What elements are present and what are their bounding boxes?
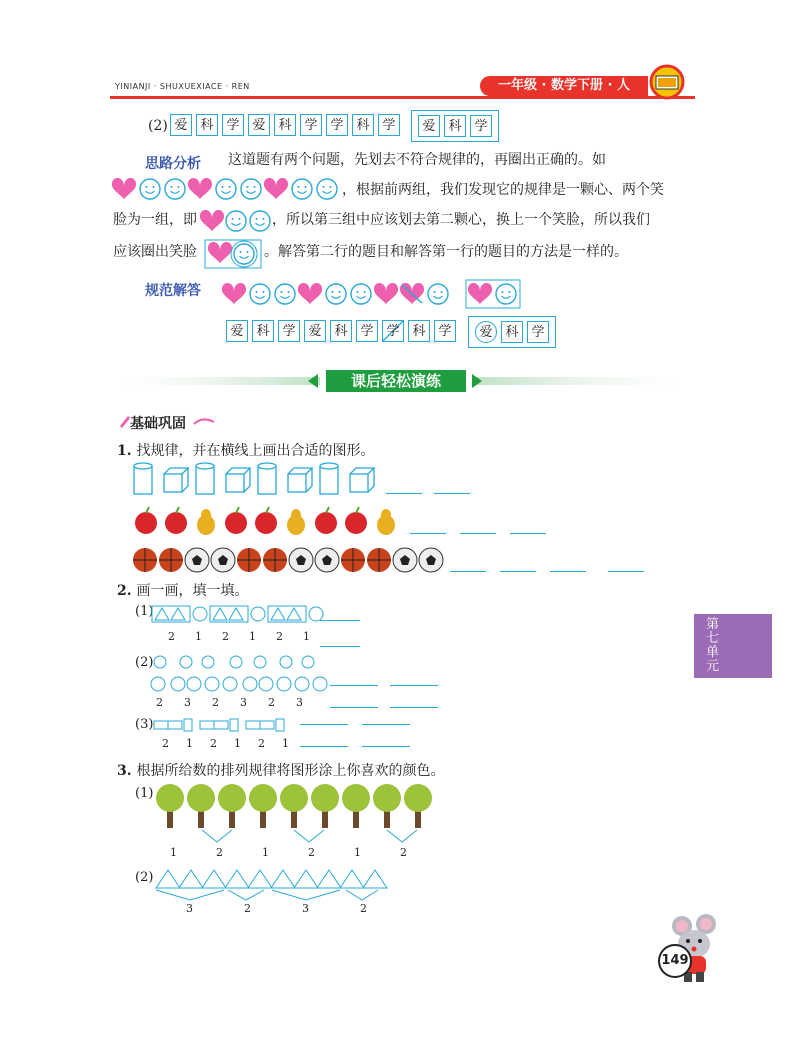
pattern-number: 2 (360, 902, 367, 915)
char-cell: 科 (444, 115, 466, 137)
tree-sequence (150, 780, 440, 860)
pattern-number: 2 (156, 696, 163, 709)
heart-icon (374, 283, 398, 305)
basketball-icon (367, 548, 391, 572)
heart-icon (264, 178, 288, 200)
smiley-icon (317, 179, 337, 199)
pear-icon (377, 509, 395, 535)
smiley-icon (216, 179, 236, 199)
char-cell: 学 (378, 114, 400, 136)
tree-icon (280, 784, 308, 828)
smiley-icon (234, 244, 254, 264)
circle-icon (259, 677, 273, 691)
answer-blank[interactable] (390, 707, 438, 708)
smiley-icon (140, 179, 160, 199)
char-cell: 爱 (475, 321, 497, 343)
pattern-number: 2 (210, 737, 217, 750)
triangle-icon (202, 870, 226, 888)
triangle-icon (155, 608, 169, 620)
circle-icon (180, 656, 192, 668)
side-tab-line4: 元 (706, 659, 720, 674)
apple-icon (345, 507, 367, 534)
char-cell: 爱 (170, 114, 192, 136)
analysis-line4b: 。解答第二行的题目和解答第一行的题目的方法是一样的。 (264, 244, 628, 260)
answer-blank[interactable] (300, 746, 348, 747)
heart-icon (188, 178, 212, 200)
q3-text: 根据所给数的排列规律将图形涂上你喜欢的颜色。 (136, 763, 445, 779)
basketball-icon (237, 548, 261, 572)
circle-icon (223, 677, 237, 691)
triangle-icon (271, 608, 285, 620)
cube-icon (350, 468, 374, 492)
tree-icon (156, 784, 184, 828)
solution-row (226, 320, 460, 342)
circle-icon (313, 677, 327, 691)
brace-line (294, 830, 324, 842)
soccer-ball-icon (315, 548, 339, 572)
triangle-icon (294, 870, 318, 888)
q3 (117, 760, 445, 780)
answer-blank[interactable] (320, 646, 360, 647)
tree-icon (249, 784, 277, 828)
pattern-number: 1 (170, 846, 177, 859)
cylinder-icon (258, 463, 276, 494)
char-cell: 科 (196, 114, 218, 136)
circle-icon (280, 656, 292, 668)
char-cell: 科 (274, 114, 296, 136)
char-cell: 爱 (248, 114, 270, 136)
triangle-icon (225, 870, 249, 888)
pattern-number: 1 (195, 630, 202, 643)
circle-icon (251, 607, 265, 621)
pattern-number: 2 (244, 902, 251, 915)
rect-icon (154, 721, 168, 729)
q2-p1-label: (1) (135, 604, 154, 619)
pattern-number: 3 (184, 696, 191, 709)
answer-blank[interactable] (386, 493, 422, 494)
header-badge-icon (646, 64, 688, 100)
basketball-icon (341, 548, 365, 572)
pattern-number: 1 (234, 737, 241, 750)
side-tab-line3: 单 (706, 645, 720, 660)
char-cell: 学 (470, 115, 492, 137)
char-cell: 爱 (418, 115, 440, 137)
pattern-number: 2 (276, 630, 283, 643)
answer-blank[interactable] (330, 685, 378, 686)
char-cell: 科 (352, 114, 374, 136)
example-group-box (411, 110, 499, 142)
tree-icon (311, 784, 339, 828)
cube-icon (164, 468, 188, 492)
brace-line (228, 890, 264, 900)
analysis-line4a: 应该圈出笑脸 (113, 244, 197, 260)
heart-icon (208, 242, 232, 264)
triangle-icon (213, 608, 227, 620)
brace-line (156, 890, 224, 900)
tree-icon (342, 784, 370, 828)
heart-icon (112, 178, 136, 200)
q2-p2-label: (2) (135, 655, 154, 670)
q3-num: 3. (117, 763, 132, 779)
triangle-icon (248, 870, 272, 888)
char-cell: 爱 (226, 320, 248, 342)
side-tab-line1: 第 (706, 617, 720, 632)
pattern-number: 1 (186, 737, 193, 750)
heart-icon (200, 210, 224, 232)
apple-icon (255, 507, 277, 534)
answer-blank[interactable] (362, 746, 410, 747)
heart-smile-sequence (112, 176, 344, 202)
char-cell: 科 (252, 320, 274, 342)
triangle-icon (271, 870, 295, 888)
pear-icon (197, 509, 215, 535)
char-cell: 科 (408, 320, 430, 342)
tree-icon (373, 784, 401, 828)
answer-blank[interactable] (460, 533, 496, 534)
tree-icon (218, 784, 246, 828)
circled-smile-icon (204, 239, 264, 269)
smiley-icon (226, 211, 246, 231)
smiley-icon (250, 211, 270, 231)
answer-blank[interactable] (330, 707, 378, 708)
pattern-number: 2 (222, 630, 229, 643)
q3-p2-label: (2) (135, 870, 154, 885)
q3-p1-label: (1) (135, 786, 154, 801)
pattern-number: 2 (400, 846, 407, 859)
tree-icon (404, 784, 432, 828)
char-cell: 学 (434, 320, 456, 342)
triangle-icon (171, 608, 185, 620)
char-cell: 学 (278, 320, 300, 342)
analysis-line3b: ，所以第三组中应该划去第二颗心，换上一个笑脸，所以我们 (272, 212, 650, 228)
basketball-icon (263, 548, 287, 572)
char-cell: 科 (501, 321, 523, 343)
char-cell: 学 (326, 114, 348, 136)
smiley-icon (250, 284, 270, 304)
soccer-ball-icon (419, 548, 443, 572)
pattern-number: 3 (302, 902, 309, 915)
apple-pear-sequence (130, 505, 410, 537)
rect-icon (168, 721, 182, 729)
smiley-icon (292, 179, 312, 199)
apple-icon (165, 507, 187, 534)
pattern-number: 1 (282, 737, 289, 750)
answer-blank[interactable] (550, 571, 586, 572)
answer-blank[interactable] (300, 724, 348, 725)
pattern-number: 3 (296, 696, 303, 709)
circle-icon (205, 677, 219, 691)
unit-side-tab (694, 614, 772, 678)
header-grade-title: 一年级 · 数学下册 · 人 (480, 76, 648, 96)
smiley-icon (428, 284, 448, 304)
triangle-circle-sequence (150, 604, 330, 624)
cube-icon (226, 468, 250, 492)
soccer-ball-icon (393, 548, 417, 572)
circle-icon (187, 677, 201, 691)
apple-icon (225, 507, 247, 534)
char-cell: 学 (222, 114, 244, 136)
circle-icon (151, 677, 165, 691)
leaf-flourish-icon (192, 416, 216, 428)
circle-icon (202, 656, 214, 668)
q2-p3-label: (3) (135, 717, 154, 732)
answer-blank[interactable] (434, 493, 470, 494)
pattern-number: 1 (354, 846, 361, 859)
soccer-ball-icon (289, 548, 313, 572)
rectangle-sequence (150, 716, 300, 734)
circle-icon (302, 656, 314, 668)
answer-blank[interactable] (500, 571, 536, 572)
soccer-ball-icon (185, 548, 209, 572)
analysis-line3a: 脸为一组，即 (113, 212, 197, 228)
soccer-ball-icon (211, 548, 235, 572)
triangle-icon (287, 608, 301, 620)
triangle-icon (363, 870, 387, 888)
pattern-number: 2 (212, 696, 219, 709)
ball-sequence (130, 545, 450, 575)
smiley-icon (351, 284, 371, 304)
tree-icon (187, 784, 215, 828)
triangle-icon (179, 870, 203, 888)
solution-heart-sequence (222, 279, 557, 309)
heart-icon (298, 283, 322, 305)
answer-blank[interactable] (320, 620, 360, 621)
circle-icon (154, 656, 166, 668)
pattern-number: 2 (162, 737, 169, 750)
pattern-number: 1 (249, 630, 256, 643)
circle-icon (243, 677, 257, 691)
solution-title: 规范解答 (145, 283, 201, 299)
header-series-text: YINIANJI · SHUXUEXIACE · REN (115, 82, 250, 91)
apple-icon (135, 507, 157, 534)
analysis-title: 思路分析 (145, 156, 201, 172)
brace-line (346, 890, 378, 900)
char-cell: 学 (527, 321, 549, 343)
pattern-number: 3 (186, 902, 193, 915)
rect-icon (200, 721, 214, 729)
q2-num: 2. (117, 583, 132, 599)
side-tab-line2: 七 (706, 631, 720, 646)
circle-icon (230, 656, 242, 668)
pear-icon (287, 509, 305, 535)
analysis-line1: 这道题有两个问题，先划去不符合规律的，再圈出正确的。如 (228, 152, 606, 168)
pattern-number: 2 (216, 846, 223, 859)
char-cell: 学 (356, 320, 378, 342)
rect-icon (260, 721, 274, 729)
answer-blank[interactable] (608, 571, 644, 572)
answer-blank[interactable] (362, 724, 410, 725)
page-number: 149 (658, 944, 692, 978)
smiley-icon (165, 179, 185, 199)
q1-num: 1. (117, 443, 132, 459)
char-cell: 科 (330, 320, 352, 342)
pattern-number: 3 (240, 696, 247, 709)
pattern-number: 1 (262, 846, 269, 859)
cube-icon (288, 468, 312, 492)
rect-icon (246, 721, 260, 729)
circle-icon (277, 677, 291, 691)
cylinder-icon (320, 463, 338, 494)
rect-icon (276, 719, 284, 731)
cylinder-icon (134, 463, 152, 494)
q2 (117, 580, 249, 600)
pattern-number: 2 (308, 846, 315, 859)
rect-icon (184, 719, 192, 731)
circle-icon (193, 607, 207, 621)
example-label: (2) (148, 118, 168, 134)
circle-stack-sequence (150, 654, 330, 694)
rect-icon (230, 719, 238, 731)
triangle-icon (317, 870, 341, 888)
smiley-icon (496, 284, 516, 304)
pencil-icon (118, 414, 130, 428)
brace-line (272, 890, 340, 900)
pattern-number: 2 (258, 737, 265, 750)
circle-icon (309, 607, 323, 621)
apple-icon (315, 507, 337, 534)
brace-line (202, 830, 232, 842)
char-cell: 学 (300, 114, 322, 136)
q1 (117, 440, 375, 460)
basketball-icon (133, 548, 157, 572)
smiley-icon (241, 179, 261, 199)
cylinder-cube-sequence (130, 460, 390, 496)
rect-icon (214, 721, 228, 729)
triangle-icon (340, 870, 364, 888)
triangle-icon (156, 870, 180, 888)
sub-title: 基础巩固 (130, 416, 186, 432)
header-rule (110, 96, 695, 99)
smiley-icon (275, 284, 295, 304)
char-cell: 学 (382, 320, 404, 342)
solution-group-box (468, 316, 556, 348)
heart-icon (468, 283, 492, 305)
brace-line (387, 830, 417, 842)
analysis-line2: ，根据前两组，我们发现它的规律是一颗心、两个笑 (342, 182, 664, 198)
triangle-icon (229, 608, 243, 620)
section-title: 课后轻松演练 (326, 370, 466, 392)
circle-icon (254, 656, 266, 668)
q2-text: 画一画，填一填。 (136, 583, 249, 599)
circle-icon (171, 677, 185, 691)
answer-blank[interactable] (450, 571, 486, 572)
pattern-number: 2 (168, 630, 175, 643)
pattern-number: 2 (268, 696, 275, 709)
basketball-icon (159, 548, 183, 572)
char-cell: 爱 (304, 320, 326, 342)
q1-text: 找规律，并在横线上画出合适的图形。 (136, 443, 375, 459)
answer-blank[interactable] (390, 685, 438, 686)
circle-icon (295, 677, 309, 691)
example-row (170, 114, 404, 136)
cylinder-icon (196, 463, 214, 494)
pattern-number: 1 (303, 630, 310, 643)
answer-blank[interactable] (510, 533, 546, 534)
heart-two-smiles-icon (200, 208, 272, 234)
heart-icon (222, 283, 246, 305)
smiley-icon (326, 284, 346, 304)
answer-blank[interactable] (410, 533, 446, 534)
